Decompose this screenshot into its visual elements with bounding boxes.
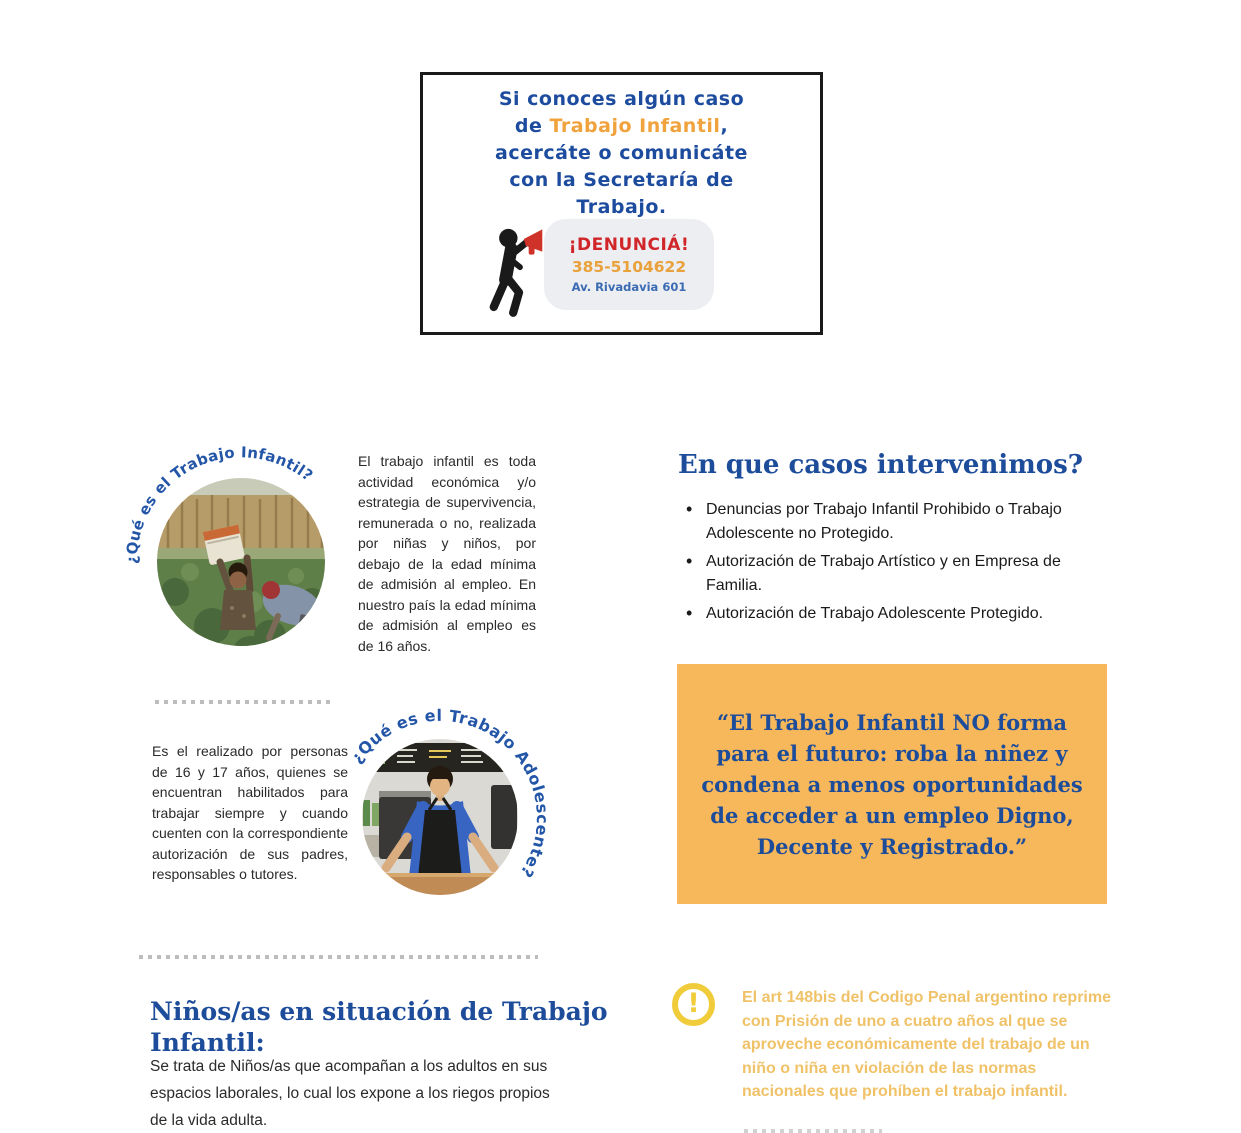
situation-body: Se trata de Niños/as que acompañan a los adultos en sus espacios laborales, lo cual los expone a los riegos propios de la vida adulta. [150,1058,550,1129]
dotted-divider [744,1129,882,1133]
intervention-list [680,498,1100,630]
child-labor-photo-badge [120,440,362,670]
list-item: • Autorización de Trabajo Adolescente Protegido. [680,602,1100,626]
callout-title-line5: Trabajo. [576,196,667,218]
child-labor-definition: El trabajo infantil es toda actividad económica y/o estrategia de supervivencia, remunerada o no, realizada por niñas y niños, por debajo de la edad mínima de admisión al empleo. En nuestro país la edad mínima de admisión al empleo es de 16 años. [358,453,536,654]
child-labor-question-arc: ¿Qué es el Trabajo Infantil? [122,443,317,565]
callout-title [423,86,820,221]
list-item: • Denuncias por Trabajo Infantil Prohibido o Trabajo Adolescente no Protegido. [680,498,1100,546]
contact-bubble [544,219,714,310]
dotted-divider [139,955,538,959]
quote-box [677,664,1107,904]
phone-number: 385-5104622 [571,258,687,276]
address: Av. Rivadavia 601 [571,280,687,294]
adolescent-definition: Es el realizado por personas de 16 y 17 años, quienes se encuentran habilitados para trabajar siempre y cuando cuenten con la correspondiente autorización de sus padres, responsables o tutores. [152,743,348,882]
dotted-divider [155,700,333,704]
cafe-photo [362,739,518,909]
report-callout-card [420,72,823,335]
intervention-heading: En que casos intervenimos? [678,450,1083,480]
callout-title-line3: acercáte o comunicáte [495,142,748,164]
callout-title-line1: Si conoces algún caso [498,88,745,110]
person-with-megaphone-icon [487,225,551,321]
situation-heading: Niños/as en situación de Trabajo Infantil: [150,997,608,1057]
callout-title-line2: de Trabajo Infantil, [514,115,729,137]
adolescent-question-arc: ¿Qué es el Trabajo Adolescente? [346,705,553,882]
denounce-heading: ¡DENUNCIÁ! [568,235,690,255]
exclamation-circle-icon [672,983,715,1026]
exclamation-glyph: ! [687,988,700,1019]
quote-text: “El Trabajo Infantil NO forma para el futuro: roba la niñez y condena a menos oportunidades de acceder a un empleo Digno, Decente y Registrado.” [701,709,1083,859]
list-item: • Autorización de Trabajo Artístico y en Empresa de Familia. [680,550,1100,598]
legal-warning-text: El art 148bis del Codigo Penal argentino reprime con Prisión de uno a cuatro años al que se aproveche económicamente del trabajo de un niño o niña en violación de las normas nacionales que prohíben el trabajo infantil. [742,989,1111,1100]
highlight-trabajo-infantil: Trabajo Infantil [549,115,721,137]
field-photo [144,470,335,670]
callout-title-line4: con la Secretaría de [509,169,734,191]
adolescent-photo-badge [345,705,575,927]
